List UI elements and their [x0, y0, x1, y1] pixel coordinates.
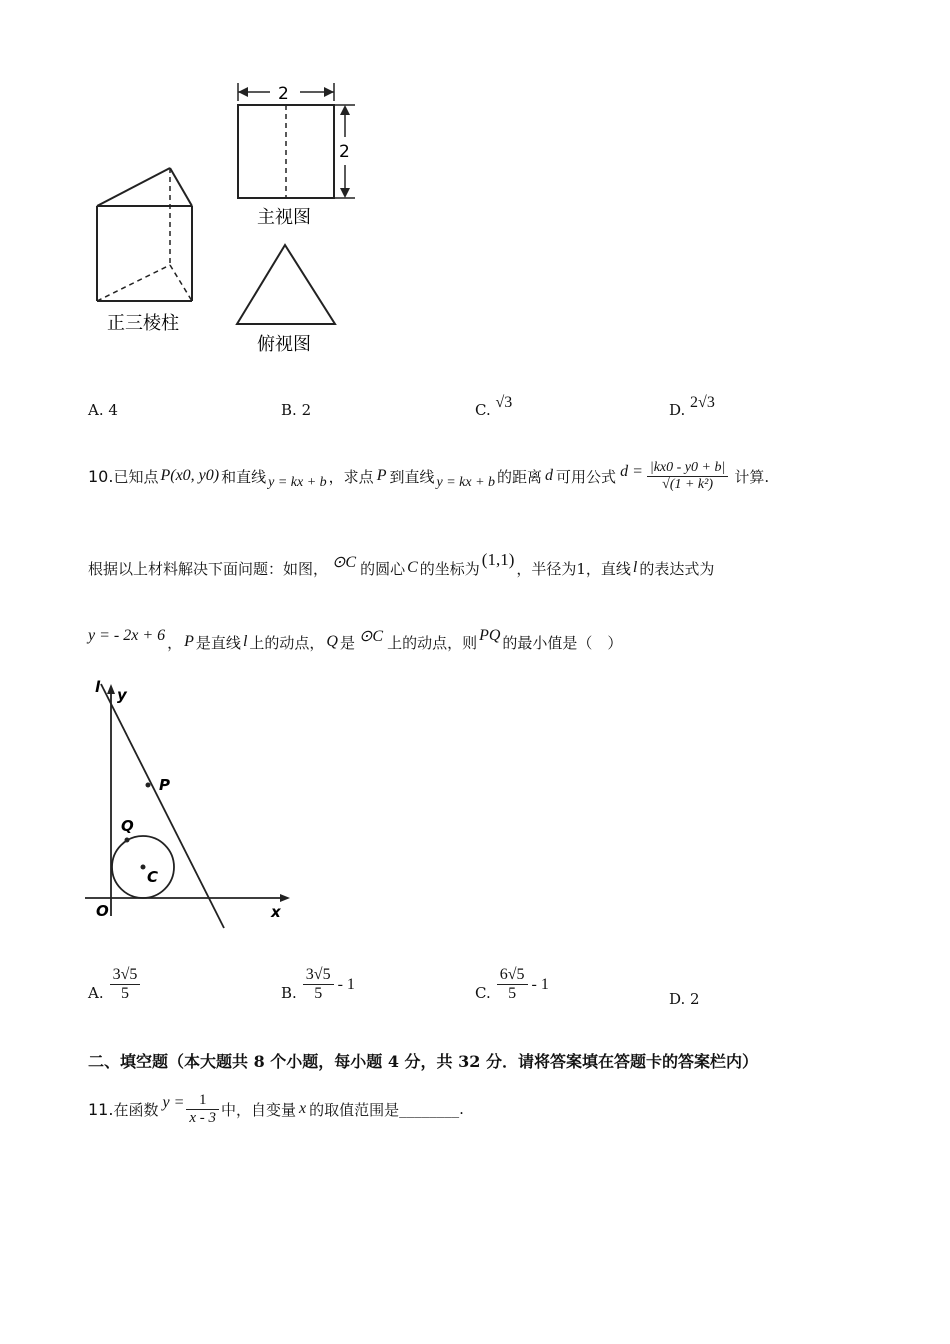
- q10-coordinate-figure: [85, 676, 290, 931]
- q10-option-b[interactable]: B. $\frac{3√5}{5}$ - 1: [281, 966, 355, 1002]
- label-q: Q: [121, 817, 134, 835]
- top-view-triangle: [237, 245, 335, 324]
- distance-formula-fraction: $\frac{|kx0 - y0 + b|}{\text{√(1 + k²)}}$: [647, 460, 728, 493]
- label-l: l: [95, 678, 101, 696]
- line-l-equation: y = - 2x + 6: [88, 627, 166, 644]
- front-view-drawing: [238, 83, 355, 198]
- point-c-dot: [141, 865, 146, 870]
- q10-line-1: 10. 已知点 P(x0, y0) 和直线 y = kx + b ，求点 P 到直线 y = kx + b 的距离 d 可用公式 d = $\frac{|kx0 - y0 + b|}{\text{√(1 + k²)}}$ 计算.: [88, 459, 770, 492]
- q10-line-3: y = - 2x + 6 ， P 是直线 l 上的动点， Q 是 ⊙C 上的动点，则 PQ 的最小值是（ ）: [88, 627, 623, 652]
- q10-option-c[interactable]: C. $\frac{6√5}{5}$ - 1: [475, 966, 549, 1002]
- label-y: y: [117, 686, 127, 704]
- point-p-dot: [146, 783, 151, 788]
- prism-label: 正三棱柱: [107, 313, 179, 334]
- function-fraction: $\frac{1}{x - 3}$: [186, 1092, 219, 1127]
- point-p-coords: P(x0, y0): [160, 467, 220, 484]
- label-c: C: [147, 868, 159, 886]
- width-dimension: 2: [278, 84, 289, 104]
- point-q-dot: [125, 838, 130, 843]
- line-equation-repeat: y = kx + b: [436, 475, 496, 490]
- top-view-label: 俯视图: [257, 334, 311, 355]
- q10-line-2: 根据以上材料解决下面问题：如图， ⊙C 的圆心 C 的坐标为 (1,1) ，半径为1，直线 l 的表达式为: [88, 550, 715, 578]
- label-p: P: [159, 776, 170, 794]
- q9-option-d[interactable]: D. 2√3: [669, 394, 715, 419]
- answer-blank[interactable]: ________: [399, 1100, 460, 1118]
- height-dimension: 2: [339, 142, 350, 162]
- q10-option-a[interactable]: A. $\frac{3√5}{5}$: [88, 966, 140, 1003]
- section-2-title: 二、填空题（本大题共 8 个小题，每小题 4 分，共 32 分．请将答案填在答题卡的答案栏内）: [88, 1052, 758, 1071]
- q9-option-c[interactable]: C. √3: [475, 394, 513, 419]
- line-equation: y = kx + b: [268, 475, 327, 490]
- center-coordinates: (1,1): [481, 550, 515, 569]
- front-view-label: 主视图: [257, 207, 311, 228]
- regular-triangular-prism-drawing: [97, 168, 192, 301]
- prism-three-views-figure: [85, 75, 375, 365]
- label-x: x: [271, 903, 281, 921]
- q9-option-a[interactable]: A. 4: [88, 401, 118, 419]
- q11-line: 11. 在函数 y = $\frac{1}{x - 3}$ 中，自变量 x 的取值范围是 ________ .: [88, 1091, 464, 1126]
- label-o: O: [96, 902, 109, 920]
- q10-option-d[interactable]: D. 2: [669, 990, 700, 1008]
- question-number: 11.: [88, 1099, 114, 1119]
- question-number: 10.: [88, 466, 114, 486]
- q9-option-b[interactable]: B. 2: [281, 401, 312, 419]
